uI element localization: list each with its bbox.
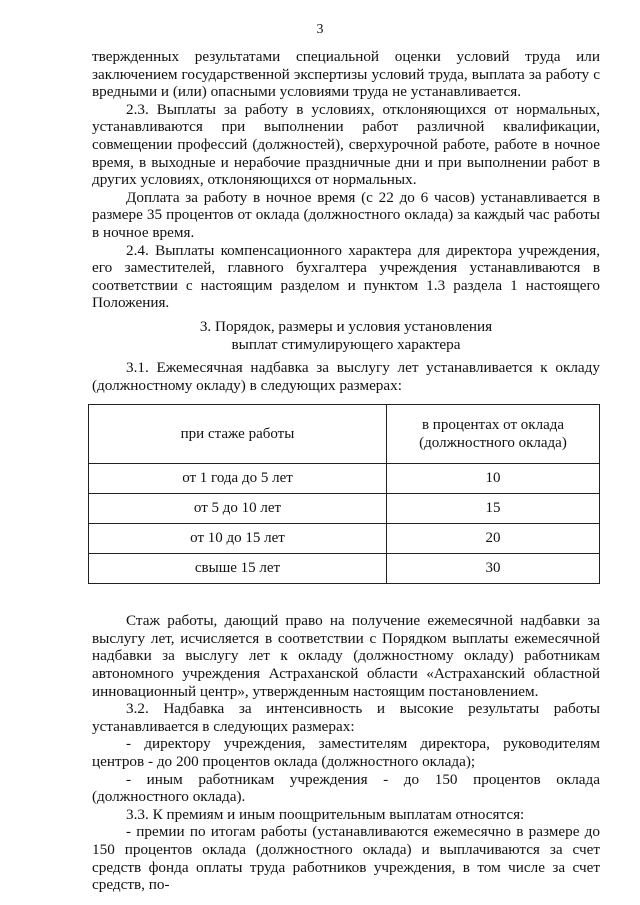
paragraph: 3.3. К премиям и иным поощрительным выплатам относятся: (126, 805, 525, 823)
table-cell: от 5 до 10 лет (89, 494, 387, 524)
table-row (89, 494, 600, 524)
table-row (89, 554, 600, 584)
paragraph: 3.2. Надбавка за интенсивность и высокие результаты работы устанавливается в следующих размерах: (92, 700, 600, 735)
table-cell: от 10 до 15 лет (89, 524, 387, 554)
table-cell: от 1 года до 5 лет (89, 464, 387, 494)
paragraph: - иным работникам учреждения - до 150 процентов оклада (должностного оклада). (92, 770, 600, 806)
paragraph: Стаж работы, дающий право на получение ежемесячной надбавки за выслугу лет, исчисляется в соответствии с Порядком выплаты ежемесячной надбавки за выслугу лет к окладу (должностному окладу) работникам автономного учреждения Астраханской области «Астраханский областной инновационный центр», утвержденным настоящим постановлением. (92, 612, 600, 700)
page-number: 3 (316, 22, 324, 37)
table-cell: 10 (387, 464, 600, 494)
table-row (89, 524, 600, 554)
paragraph: 2.4. Выплаты компенсационного характера для директора учреждения, его заместителей, главного бухгалтера учреждения устанавливаются в соответствии с настоящим разделом и пунктом 1.3 раздела 1 настоящего Положения. (92, 241, 600, 312)
table-cell: 20 (387, 524, 600, 554)
section-heading (92, 318, 600, 353)
table-header-line: в процентах от оклада (421, 417, 565, 434)
paragraph: 2.3. Выплаты за работу в условиях, отклоняющихся от нормальных, устанавливаются при выполнении работ различной квалификации, совмещении профессий (должностей), сверхурочной работе, работе в ночное время, в выходные и нерабочие праздничные дни и при выполнении работ в других условиях, отклоняющихся от нормальных. (92, 100, 600, 189)
paragraph: 3.1. Ежемесячная надбавка за выслугу лет устанавливается к окладу (должностному окладу) в следующих размерах: (92, 359, 600, 394)
table-cell: 15 (387, 494, 600, 524)
table-header-cell (387, 405, 600, 464)
paragraph: Доплата за работу в ночное время (с 22 до 6 часов) устанавливается в размере 35 процентов от оклада (должностного оклада) за каждый час работы в ночное время. (92, 188, 600, 241)
table-header-cell: при стаже работы (89, 405, 387, 464)
table-row (89, 464, 600, 494)
paragraph: - премии по итогам работы (устанавливаются ежемесячно в размере до 150 процентов оклада (должностного оклада) и выплачиваются за счет средств фонда оплаты труда работников учреждения, в том числе за счет средств, по- (92, 823, 600, 894)
table-header-line: (должностного оклада) (419, 435, 567, 452)
section-heading-line: выплат стимулирующего характера (231, 335, 461, 353)
document-body (92, 48, 600, 894)
paragraph: твержденных результатами специальной оценки условий труда или заключением государственной экспертизы условий труда, выплата за работу с вредными и (или) опасными условиями труда не устанавливается. (92, 48, 600, 101)
seniority-rates-table (88, 404, 600, 584)
table-header-row (89, 405, 600, 464)
section-heading-line: 3. Порядок, размеры и условия установления (199, 317, 493, 335)
table-cell: свыше 15 лет (89, 554, 387, 584)
paragraph: - директору учреждения, заместителям директора, руководителям центров - до 200 процентов оклада (должностного оклада); (92, 735, 600, 771)
table-cell: 30 (387, 554, 600, 584)
